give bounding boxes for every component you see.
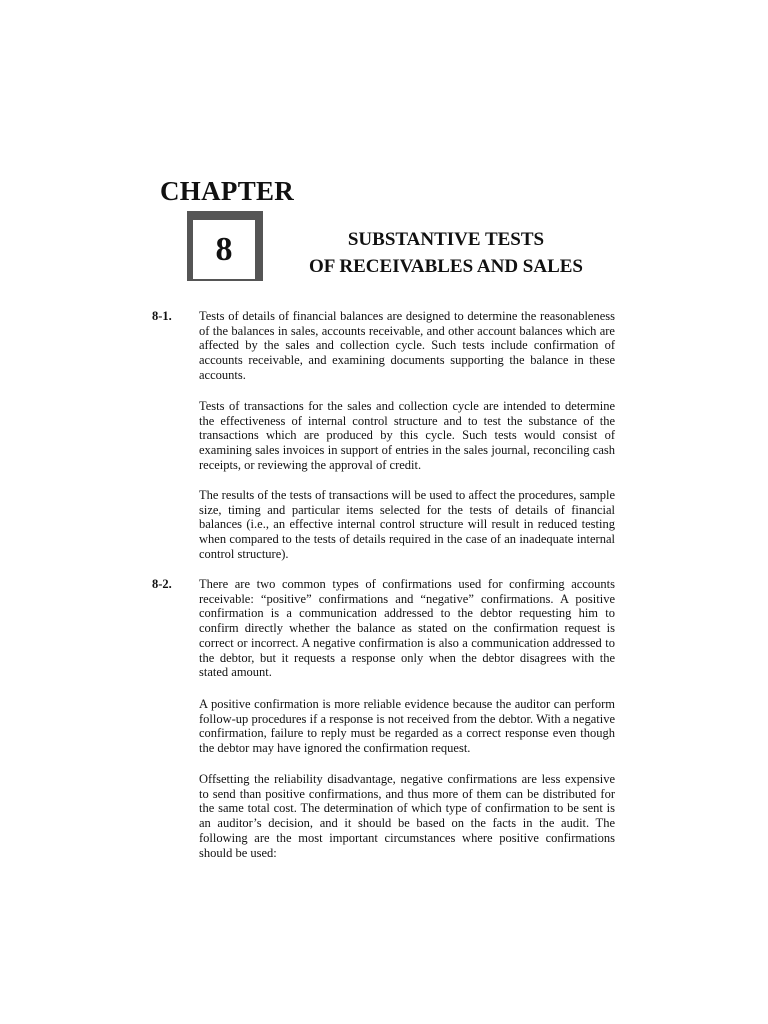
chapter-title-line-2: OF RECEIVABLES AND SALES bbox=[308, 256, 583, 277]
question-number: 8-2. bbox=[152, 577, 172, 591]
question-paragraph: Offsetting the reliability disadvantage, negative confirmations are less expensive to send than positive confirmations, and thus more of them can be distributed for the same total cost. The determination of which type of confirmation to be sent is an auditor’s decision, and it should be based on the facts in the audit. The following are the most important circumstances where positive confirmations should be used: bbox=[199, 772, 615, 860]
question-paragraph: Tests of details of financial balances are designed to determine the reasonableness of the balances in sales, accounts receivable, and other account balances which are affected by the sales and collection cycle. Such tests include confirmation of accounts receivable, and examining documents supporting the balance in these accounts. bbox=[199, 309, 615, 382]
question-paragraph: The results of the tests of transactions will be used to affect the procedures, sample size, timing and particular items selected for the tests of details of financial balances (i.e., an effective internal control structure will result in reduced testing when compared to the tests of details required in the case of an inadequate internal control structure). bbox=[199, 488, 615, 561]
question-number: 8-1. bbox=[152, 309, 172, 323]
question-paragraph: Tests of transactions for the sales and collection cycle are intended to determine the effectiveness of internal control structure and to test the substance of the transactions which are produced by this cycle. Such tests would consist of examining sales invoices in support of entries in the sales journal, reconciling cash receipts, or reviewing the approval of credit. bbox=[199, 399, 615, 472]
question-paragraph: There are two common types of confirmations used for confirming accounts receivable: “positive” confirmations and “negative” confirmations. A positive confirmation is a communication addressed to the debtor requesting him to confirm directly whether the balance as stated on the confirmation request is correct or incorrect. A negative confirmation is also a communication addressed to the debtor, but it requests a response only when the debtor disagrees with the stated amount. bbox=[199, 577, 615, 680]
chapter-number-box bbox=[187, 211, 263, 281]
chapter-label: CHAPTER bbox=[160, 176, 295, 206]
question-paragraph: A positive confirmation is more reliable evidence because the auditor can perform follow-up procedures if a response is not received from the debtor. With a negative confirmation, failure to reply must be regarded as a correct response even though the debtor may have ignored the confirmation request. bbox=[199, 697, 615, 756]
chapter-number: 8 bbox=[193, 220, 255, 279]
chapter-title-line-1: SUBSTANTIVE TESTS bbox=[347, 229, 545, 250]
chapter-title bbox=[276, 226, 616, 280]
